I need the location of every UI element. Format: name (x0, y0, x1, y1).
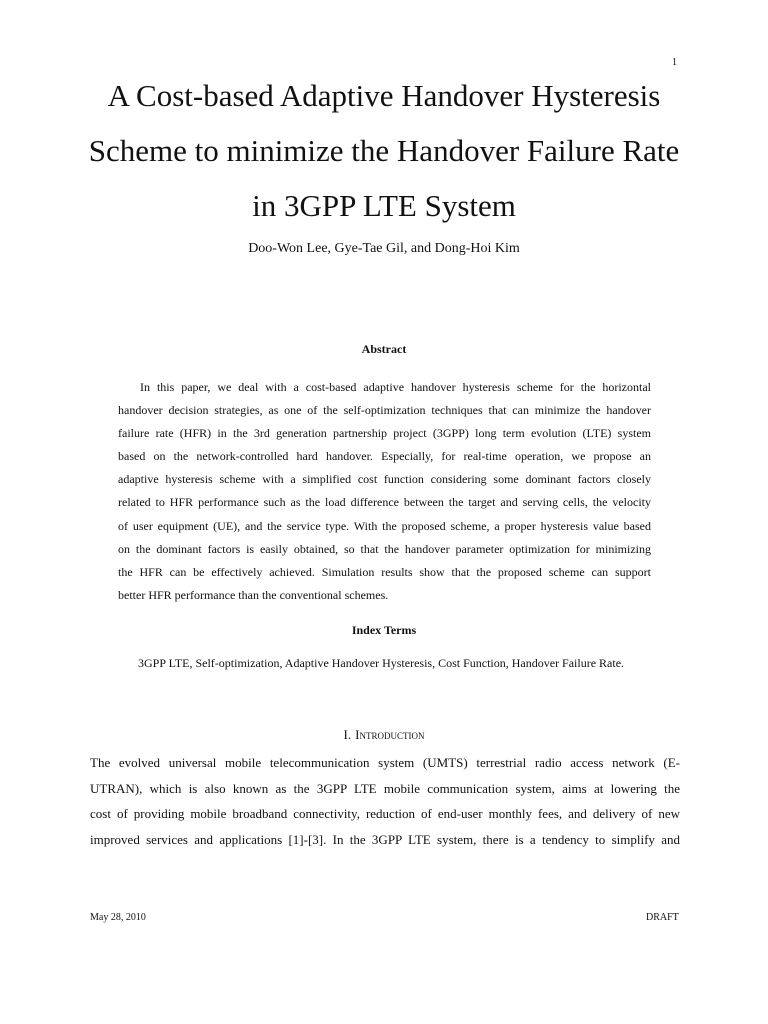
title-line: Scheme to minimize the Handover Failure Rate (88, 133, 680, 168)
abstract-line: handover decision strategies, as one of the self-optimization techniques that can minimize the handover (118, 403, 651, 418)
abstract-heading: Abstract (361, 342, 407, 356)
body-line: cost of providing mobile broadband connectivity, reduction of end-user monthly fees, and delivery of new (90, 806, 680, 822)
abstract-line: the HFR can be effectively achieved. Simulation results show that the proposed scheme can support (118, 564, 651, 579)
abstract-line: of user equipment (UE), and the service type. With the proposed scheme, a proper hysteresis value based (118, 518, 651, 533)
section-title: Introduction (355, 727, 425, 742)
index-terms-heading: Index Terms (351, 623, 417, 637)
title-line: A Cost-based Adaptive Handover Hysteresis (107, 78, 661, 113)
section-heading (0, 727, 768, 743)
footer-status: DRAFT (646, 912, 679, 923)
author-list: Doo-Won Lee, Gye-Tae Gil, and Dong-Hoi Kim (248, 241, 520, 256)
title-line: in 3GPP LTE System (252, 188, 516, 223)
body-line: UTRAN), which is also known as the 3GPP LTE mobile communication system, aims at lowering the (90, 780, 680, 796)
paper-title (40, 80, 728, 245)
abstract-body (118, 376, 651, 607)
footer-date: May 28, 2010 (90, 912, 146, 923)
index-terms-text: 3GPP LTE, Self-optimization, Adaptive Handover Hysteresis, Cost Function, Handover Failure Rate. (138, 656, 625, 670)
abstract-line: better HFR performance than the conventional schemes. (118, 587, 389, 602)
body-line: improved services and applications [1]-[3]. In the 3GPP LTE system, there is a tendency to simplify and (90, 831, 680, 847)
abstract-line: related to HFR performance such as the load difference between the target and serving cells, the velocity (118, 495, 651, 510)
abstract-line: on the dominant factors is easily obtained, so that the handover parameter optimization for minimizing (118, 541, 651, 556)
abstract-line: based on the network-controlled hard handover. Especially, for real-time operation, we propose an (118, 449, 651, 464)
abstract-line: failure rate (HFR) in the 3rd generation partnership project (3GPP) long term evolution (LTE) system (118, 426, 651, 441)
section-body (90, 750, 680, 852)
abstract-line: In this paper, we deal with a cost-based adaptive handover hysteresis scheme for the horizontal (140, 380, 651, 394)
abstract-line: adaptive hysteresis scheme with a simplified cost function considering some dominant factors closely (118, 472, 651, 487)
section-number: I. (343, 727, 352, 742)
body-line: The evolved universal mobile telecommunication system (UMTS) terrestrial radio access network (E- (90, 755, 680, 770)
page-number: 1 (672, 57, 677, 68)
